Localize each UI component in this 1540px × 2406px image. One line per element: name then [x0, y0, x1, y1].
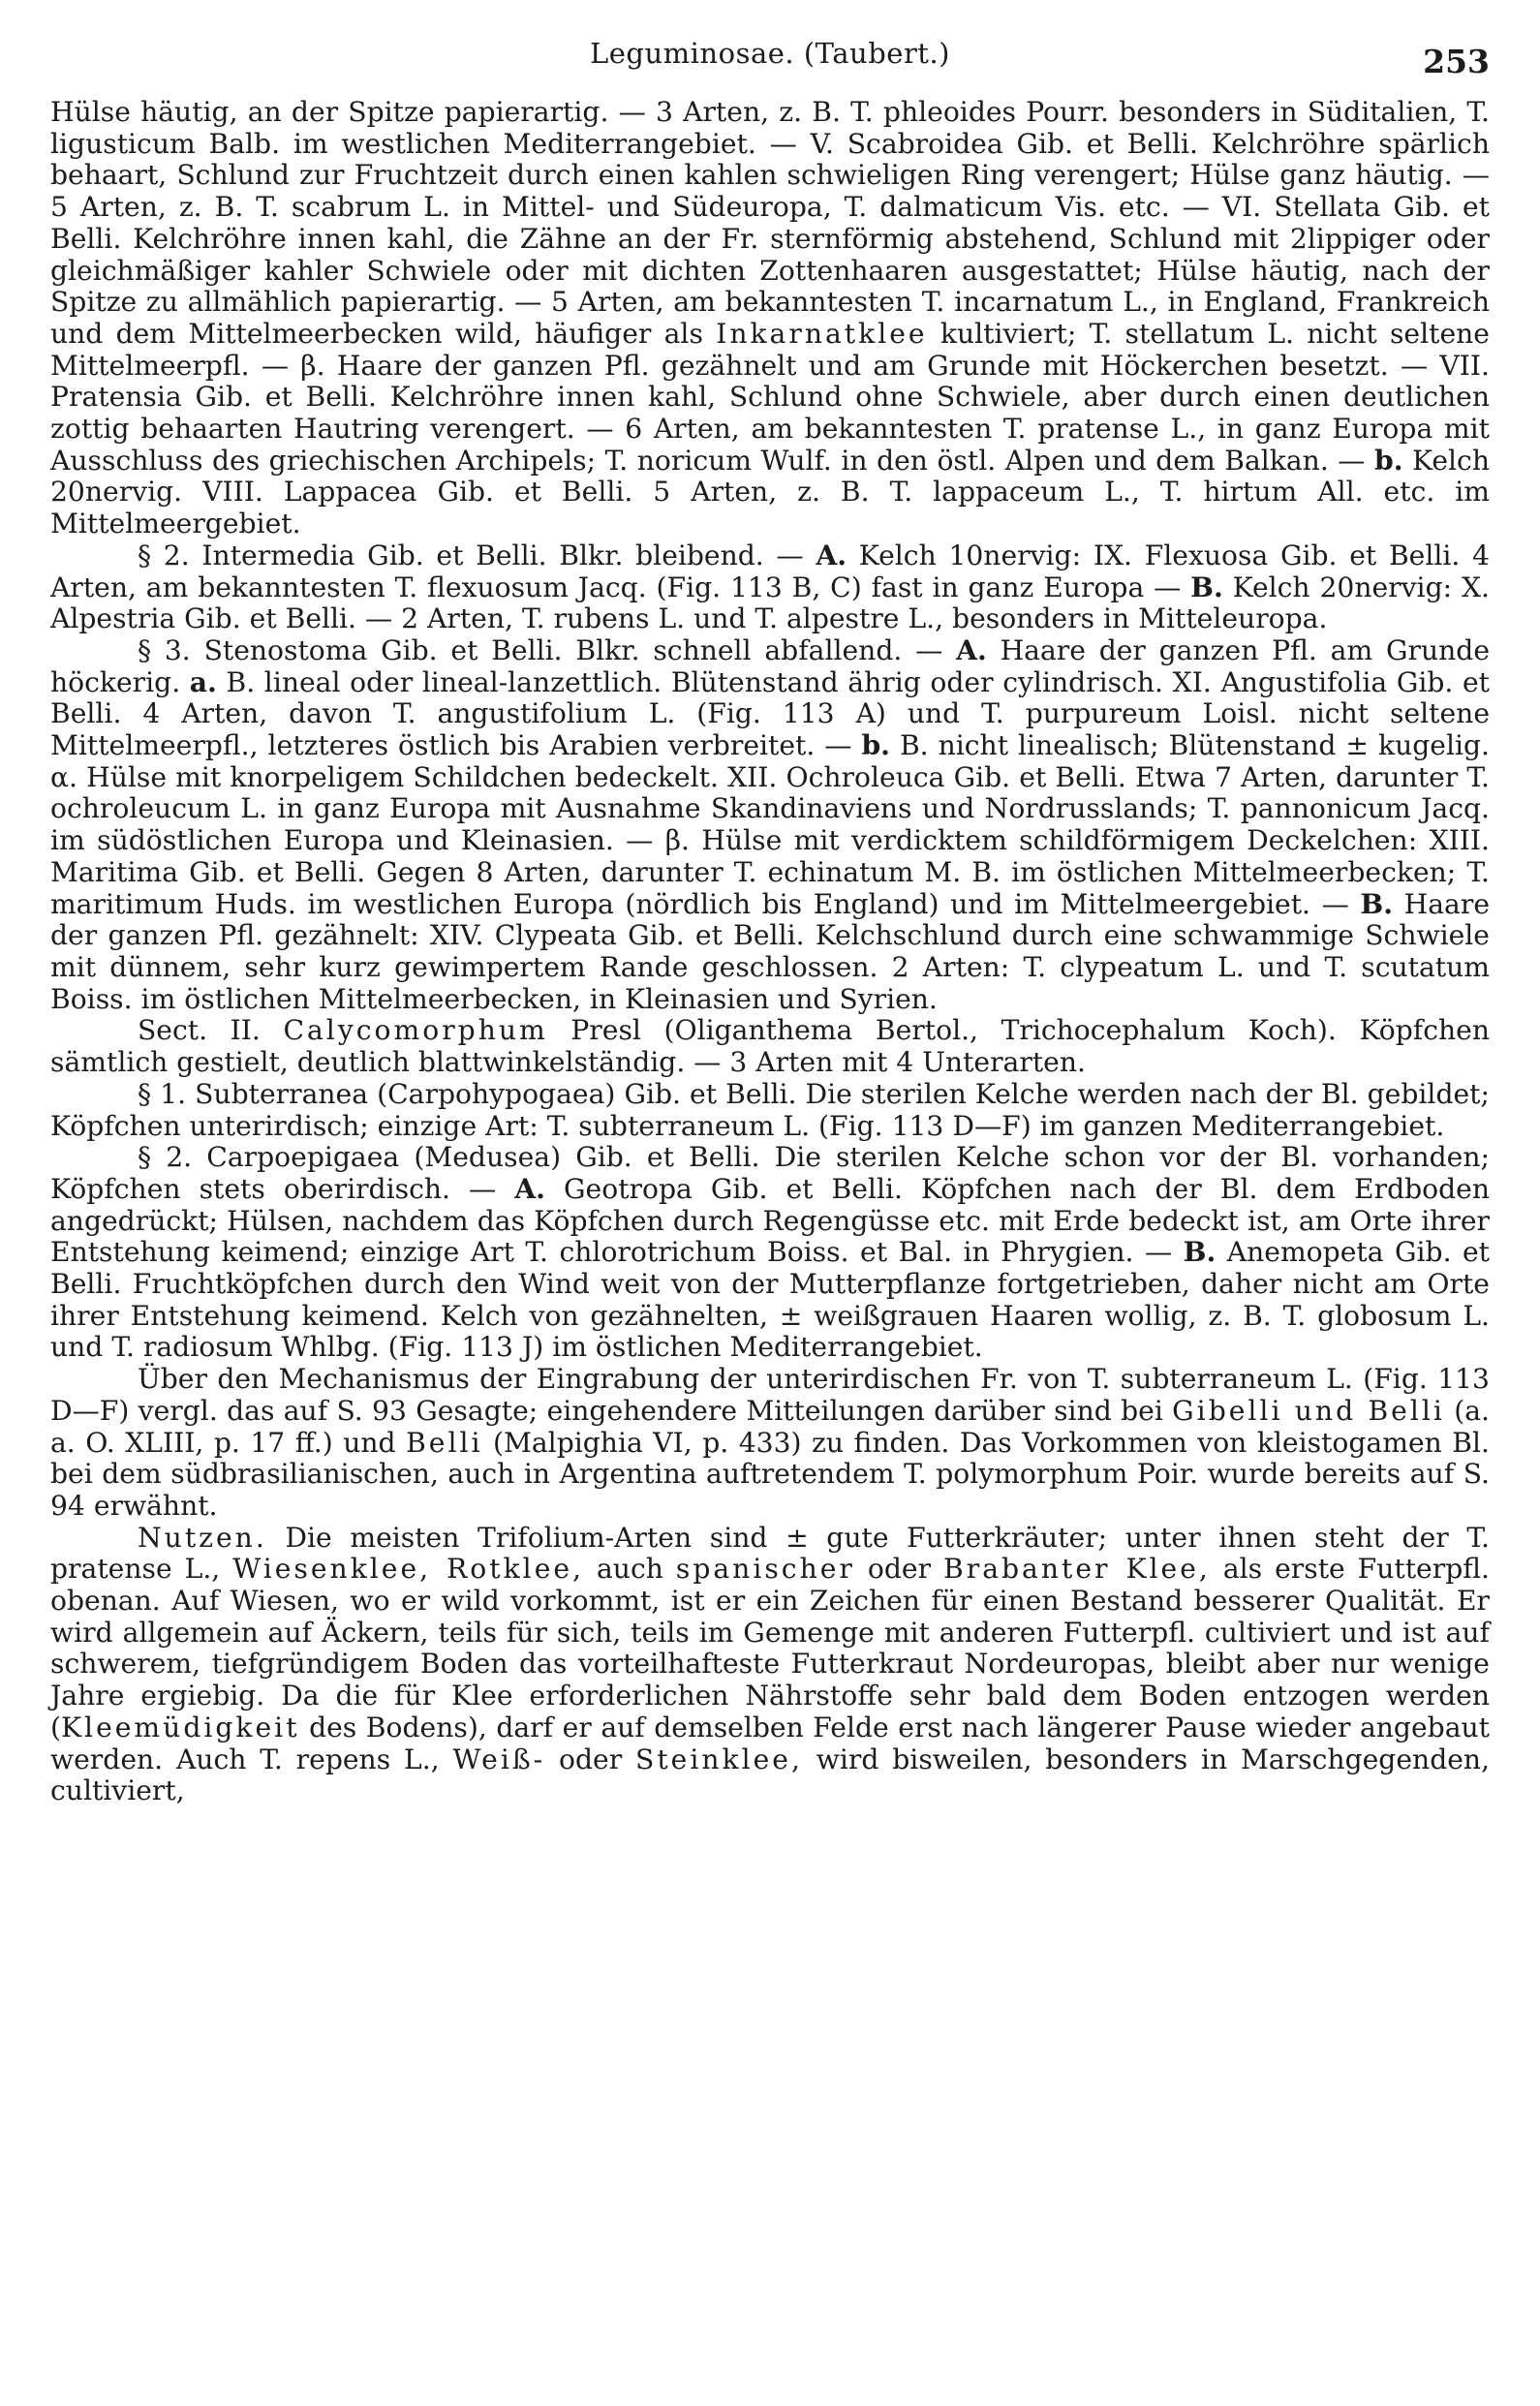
text-run: § 3. [138, 633, 204, 666]
text-run: T. rubens [521, 602, 650, 635]
text-run: β. [300, 349, 325, 382]
text-run: wird bisweilen, besonders in Marschgegenden, cultiviert, [50, 1743, 1491, 1807]
text-run: Gib. et Belli. Blkr. schnell abfallend. — [367, 633, 957, 666]
text-run: L., [171, 1553, 233, 1586]
text-run: T. dalmaticum [844, 191, 1043, 224]
text-run: J [521, 1331, 534, 1364]
text-run: Kleemüdigkeit [61, 1711, 300, 1743]
text-run: ) und [875, 697, 982, 730]
text-run: Hülse mit knorpeligem Schildchen bedeckelt. XII. [77, 760, 786, 793]
text-run: B. nicht linealisch; Blütenstand ± kugelig. [889, 729, 1490, 762]
text-run: Flexuosa [1144, 539, 1269, 571]
text-run: T. scabrum [256, 191, 412, 224]
text-run: L. nicht seltene Mittelmeerpfl. — [50, 317, 1490, 382]
text-run: L., besonders in Mitteleuropa. [899, 602, 1328, 635]
text-run: spanischer [675, 1553, 855, 1586]
text-run: Gib. et Belli. 5 Arten, z. B. [416, 476, 890, 509]
text-run: Wulf. in den östl. Alpen und dem Balkan. — [752, 444, 1374, 477]
paragraph [50, 1015, 1490, 1078]
text-run: Gib. et Belli. Kelchröhre innen kahl, Schlund ohne Schwiele, aber durch einen deutlichen zottig behaarten Hautring verengert. — 6 Arten, am bekanntesten [50, 381, 1490, 446]
text-run: T. purpureum [981, 697, 1182, 730]
text-run: ) im östlichen Mediterrangebiet. [533, 1331, 983, 1364]
paragraph [50, 540, 1490, 635]
text-run: L., in England, Frankreich und dem Mittelmeerbecken wild, häufiger als [50, 286, 1490, 350]
text-run: D—F [952, 1109, 1021, 1142]
text-run: § 2. [138, 539, 202, 571]
text-run: L., [390, 1743, 453, 1775]
text-run: Lappacea [283, 476, 417, 509]
text-run: L. (Fig. 113 [774, 1109, 953, 1142]
text-run: des Bodens), darf er auf demselben Felde erst nach längerer Pause wieder angebaut werden. Auch [50, 1711, 1490, 1775]
text-run: T. incarnatum [921, 286, 1114, 319]
text-run: M. B. im östlichen Mittelmeerbecken; [913, 855, 1467, 888]
text-run: Loisl. nicht seltene Mittelmeerpfl., letzteres östlich bis Arabien verbreitet. — [50, 697, 1490, 762]
text-run: A. [816, 539, 847, 571]
text-run: Bertol., [852, 1014, 1001, 1047]
text-run: L. und [50, 1299, 1490, 1364]
text-run: Gib. et Belli. Etwa 7 Arten, darunter [944, 760, 1467, 793]
text-run: T. globosum [1282, 1299, 1452, 1332]
text-run: b. [861, 729, 890, 762]
text-run: Angustifolia [1220, 665, 1388, 698]
text-run: A [855, 697, 876, 730]
text-run: L. in Mittel- und Südeuropa, [411, 191, 845, 224]
text-run: Gib. et Belli. Blkr. bleibend. — [354, 539, 816, 571]
text-run: T. flexuosum [394, 571, 569, 603]
text-run: A. [514, 1172, 545, 1205]
text-run: auch [584, 1553, 676, 1586]
text-run: Gib. et Belli. Kelchröhre innen kahl, die Zähne an der Fr. sternförmig abstehend, Schlund mit 2lippiger oder gleichmäßiger kahler Schwiele oder mit dichten Zottenhaaren ausgestattet; Hülse häutig, nach der Spitze zu allmählich papierartig. — 5 Arten, am bekanntesten [50, 191, 1490, 319]
page-header [50, 37, 1490, 85]
text-run: T. chlorotrichum [525, 1236, 756, 1269]
text-run: Whlbg. (Fig. 113 [272, 1331, 522, 1364]
text-run: ) im ganzen Mediterrangebiet. [1020, 1109, 1445, 1142]
text-run: ( [399, 1141, 425, 1174]
text-run: Balb. im westlichen Mediterrangebiet. — V. [195, 127, 847, 160]
text-run: Vis. etc. — VI. [1042, 191, 1275, 224]
text-run: Intermedia [201, 539, 355, 571]
text-run: kultiviert; [927, 317, 1090, 350]
text-run: T. radiosum [111, 1331, 273, 1364]
text-run: T. pannonicum [1207, 792, 1411, 825]
text-run: Sect. II. [138, 1014, 284, 1047]
text-run: L. (Fig. 113 [1315, 1363, 1490, 1396]
text-run: β. [664, 824, 690, 857]
text-run [545, 1173, 564, 1205]
text-run: § 1. [138, 1077, 196, 1110]
text-run: T. angustifolium [392, 697, 628, 730]
text-run: Gib. et Belli. Kelchschlund durch eine schwammige Schwiele mit dünnem, sehr kurz gewimpertem Rande geschlossen. 2 Arten: [50, 919, 1490, 983]
text-run: als erste Futterpfl. obenan. Auf Wiesen, wo er wild vorkommt, ist er ein Zeichen für einen Bestand besserer Qualität. Er wird allgemein auf Äckern, teils für sich, teils im Gemenge mit anderen Futterpfl. cultiviert und ist auf schwerem, tiefgründigem Boden das vorteilhafteste Futterkraut Nordeuropas, bleibt aber nur wenige Jahre ergiebig. Da die für Klee erforderlichen Nährstoffe sehr bald dem Boden entzogen werden ( [50, 1553, 1490, 1743]
text-run: T. pratense [1002, 413, 1159, 446]
text-run: Boiss. et Bal. in Phrygien. — [755, 1236, 1184, 1269]
text-run: a. [189, 665, 217, 698]
text-run: (a. a. O. XLIII, p. 17 ff.) und [50, 1394, 1490, 1459]
text-run: T. subterraneum [1087, 1363, 1316, 1396]
text-run: T. noricum [604, 444, 752, 477]
text-run: Steinklee, [635, 1743, 803, 1775]
text-run: B. [1183, 1236, 1217, 1269]
text-run: T. clypeatum [1023, 950, 1204, 983]
text-run: Boiss. im östlichen Mittelmeerbecken, in Kleinasien und Syrien. [50, 982, 938, 1015]
text-run: Carpoepigaea [206, 1141, 400, 1174]
text-run: ) Gib. et Belli. Die sterilen Kelche schon vor der Bl. vorhanden; Köpfchen stets oberirdisch. — [50, 1141, 1490, 1205]
text-run: Gib. et Belli. Fruchtköpfchen durch den Wind weit von der Mutterpflanze fortgetrieben, daher nicht am Orte ihrer Entstehung keimend. Kelch von gezähnelten, ± weißgrauen Haaren wollig, z. B. [50, 1236, 1491, 1332]
text-run: Gib. et Belli. Kelchröhre spärlich behaart, Schlund zur Fruchtzeit durch einen kahlen schwieligen Ring verengert; Hülse ganz häutig. — 5 Arten, z. B. [50, 127, 1490, 224]
text-run: B. lineal oder lineal-lanzettlich. Blütenstand ährig oder cylindrisch. XI. [216, 665, 1221, 698]
text-run: L. (Fig. 113 [627, 697, 856, 730]
text-run: Brabanter Klee, [943, 1553, 1211, 1586]
text-run: Trichocephalum [1001, 1014, 1226, 1047]
paragraph [50, 635, 1490, 1015]
running-title: Leguminosae. (Taubert.) [590, 37, 950, 70]
text-run: Wiesenklee, Rotklee, [232, 1553, 585, 1586]
text-run: Stenostoma [203, 633, 368, 666]
text-run: § 2. [138, 1141, 207, 1174]
text-run: Gib. et Belli. 4 Arten, davon [50, 665, 1490, 730]
text-run: Über den Mechanismus der Eingrabung der unterirdischen Fr. von [138, 1363, 1088, 1396]
text-run: ) vergl. das auf S. 93 Gesagte; eingehendere Mitteilungen darüber sind bei [118, 1394, 1173, 1427]
text-run: Inkarnatklee [716, 317, 928, 350]
text-run: Geotropa [564, 1172, 693, 1205]
text-run: Gibelli und Belli [1172, 1394, 1445, 1427]
text-run: T. echinatum [733, 855, 914, 888]
text-run: ( [368, 1077, 388, 1110]
text-run: Belli [406, 1426, 483, 1459]
text-run: α. [50, 760, 77, 793]
text-run: ) Gib. et Belli. Die sterilen Kelche werden nach der Bl. gebildet; Köpfchen unterirdisch; einzige Art: [50, 1077, 1490, 1142]
text-run: Jacq. (Fig. 113 [568, 571, 792, 603]
text-run: L., [1084, 476, 1160, 509]
text-run: T. phleoides [850, 96, 1017, 128]
text-run: L. in ganz Europa mit Ausnahme Skandinaviens und Nordrusslands; [230, 792, 1208, 825]
text-run: Huds. im westlichen Europa (nördlich bis England) und im Mittelmeergebiet. — [202, 887, 1361, 920]
paragraph [50, 97, 1490, 540]
text-run: Kelch 20nervig. VIII. [50, 444, 1490, 509]
text-run: Haare der ganzen Pfl. am Grunde höckerig. [50, 633, 1491, 698]
text-run: Gib. et Belli. Köpfchen nach der Bl. dem Erdboden angedrückt; Hülsen, nachdem das Köpfchen durch Regengüsse etc. mit Erde bedeckt ist, am Orte ihrer Entstehung keimend; einzige Art [50, 1172, 1490, 1269]
text-run: Kelch 10nervig: IX. [847, 539, 1145, 571]
text-run: Trifolium [477, 1521, 605, 1554]
text-run: Gib. et Belli. 4 Arten, am bekanntesten [50, 539, 1490, 603]
text-run: oder [545, 1743, 636, 1775]
text-run: Haare der ganzen Pfl. gezähnelt und am Grunde mit Höckerchen besetzt. — VII. [324, 349, 1490, 382]
paragraph [50, 1142, 1490, 1364]
text-run: T. repens [260, 1743, 391, 1775]
text-run: Jacq. im südöstlichen Europa und Kleinasien. — [50, 792, 1491, 857]
text-run: T. ligusticum [50, 96, 1490, 160]
text-run: Calycomorphum [283, 1014, 548, 1047]
text-run: B. [1190, 571, 1223, 603]
text-run: Poir. wurde bereits auf S. 94 erwähnt. [50, 1458, 1490, 1522]
text-run: Hülse mit verdicktem schildförmigem Deckelchen: XIII. [690, 824, 1490, 857]
text-run: Scabroidea [847, 127, 1003, 160]
text-run: -Arten sind ± gute Futterkräuter; unter ihnen steht der [604, 1521, 1467, 1554]
text-run: T. stellatum [1089, 317, 1255, 350]
text-run: Alpestria [50, 602, 176, 635]
text-run: Subterranea [195, 1077, 369, 1110]
text-run: oder [854, 1553, 944, 1586]
text-run: Carpohypogaea [387, 1077, 605, 1110]
text-run: Gib. et Belli. Gegen 8 Arten, darunter [178, 855, 734, 888]
text-run: Kelch 20nervig: X. [1222, 571, 1490, 603]
text-run: Nutzen. [138, 1521, 267, 1554]
paragraph [50, 1079, 1490, 1142]
text-run: D—F [50, 1394, 119, 1427]
text-run: L., in ganz Europa mit Ausschluss des griechischen Archipels; [50, 413, 1490, 477]
text-run: T. hirtum [1159, 476, 1298, 509]
text-run: Pourr. besonders in Süditalien, [1016, 96, 1467, 128]
text-run: Pratensia [50, 381, 182, 414]
text-run: Die meisten [266, 1521, 478, 1554]
text-run: A. [956, 633, 987, 666]
paragraph [50, 1364, 1490, 1523]
text-run: Hülse häutig, an der Spitze papierartig. — 3 Arten, z. B. [50, 96, 851, 128]
text-run: T. subterraneum [546, 1109, 775, 1142]
text-run: Weiß- [452, 1743, 546, 1775]
text-run: Clypeata [494, 919, 617, 952]
body-text [50, 97, 1490, 1807]
text-run: Gib. et Belli. — 2 Arten, [175, 602, 522, 635]
text-run: L. und [649, 602, 755, 635]
text-run: ) fast in ganz Europa — [850, 571, 1191, 603]
text-run: Koch). Köpfchen sämtlich gestielt, deutlich blattwinkelständig. — 3 Arten mit 4 Unterarten. [50, 1014, 1490, 1079]
text-run: T. alpestre [755, 602, 900, 635]
text-run: Maritima [50, 855, 179, 888]
text-run: T. pratense [50, 1521, 1490, 1586]
text-run: T. scutatum [1324, 950, 1491, 983]
paragraph [50, 1523, 1490, 1807]
text-run: Medusea [424, 1141, 551, 1174]
text-run: (Malpighia VI, p. 433) zu finden. Das Vorkommen von kleistogamen Bl. bei dem südbrasilianischen, auch in Argentina auftretendem [50, 1426, 1490, 1491]
text-run: T. ochroleucum [50, 760, 1490, 825]
page-number: 253 [1423, 43, 1490, 80]
text-run: Presl ( [547, 1014, 675, 1047]
text-run: L. und [1203, 950, 1325, 983]
text-run: b. [1374, 444, 1403, 477]
text-run: T. lappaceum [889, 476, 1085, 509]
text-run [1216, 1236, 1226, 1268]
text-run: T. maritimum [50, 855, 1490, 920]
text-run: Anemopeta [1226, 1236, 1384, 1269]
text-run: Haare der ganzen Pfl. gezähnelt: XIV. [50, 887, 1491, 952]
text-run: All. etc. im Mittelmeergebiet. [50, 476, 1491, 540]
text-run: Oliganthema [674, 1014, 853, 1047]
text-run: Ochroleuca [785, 760, 945, 793]
text-run: B. [1360, 887, 1394, 920]
text-run: T. polymorphum [904, 1458, 1128, 1491]
text-run: B, C [791, 571, 851, 603]
text-run: Stellata [1274, 191, 1381, 224]
